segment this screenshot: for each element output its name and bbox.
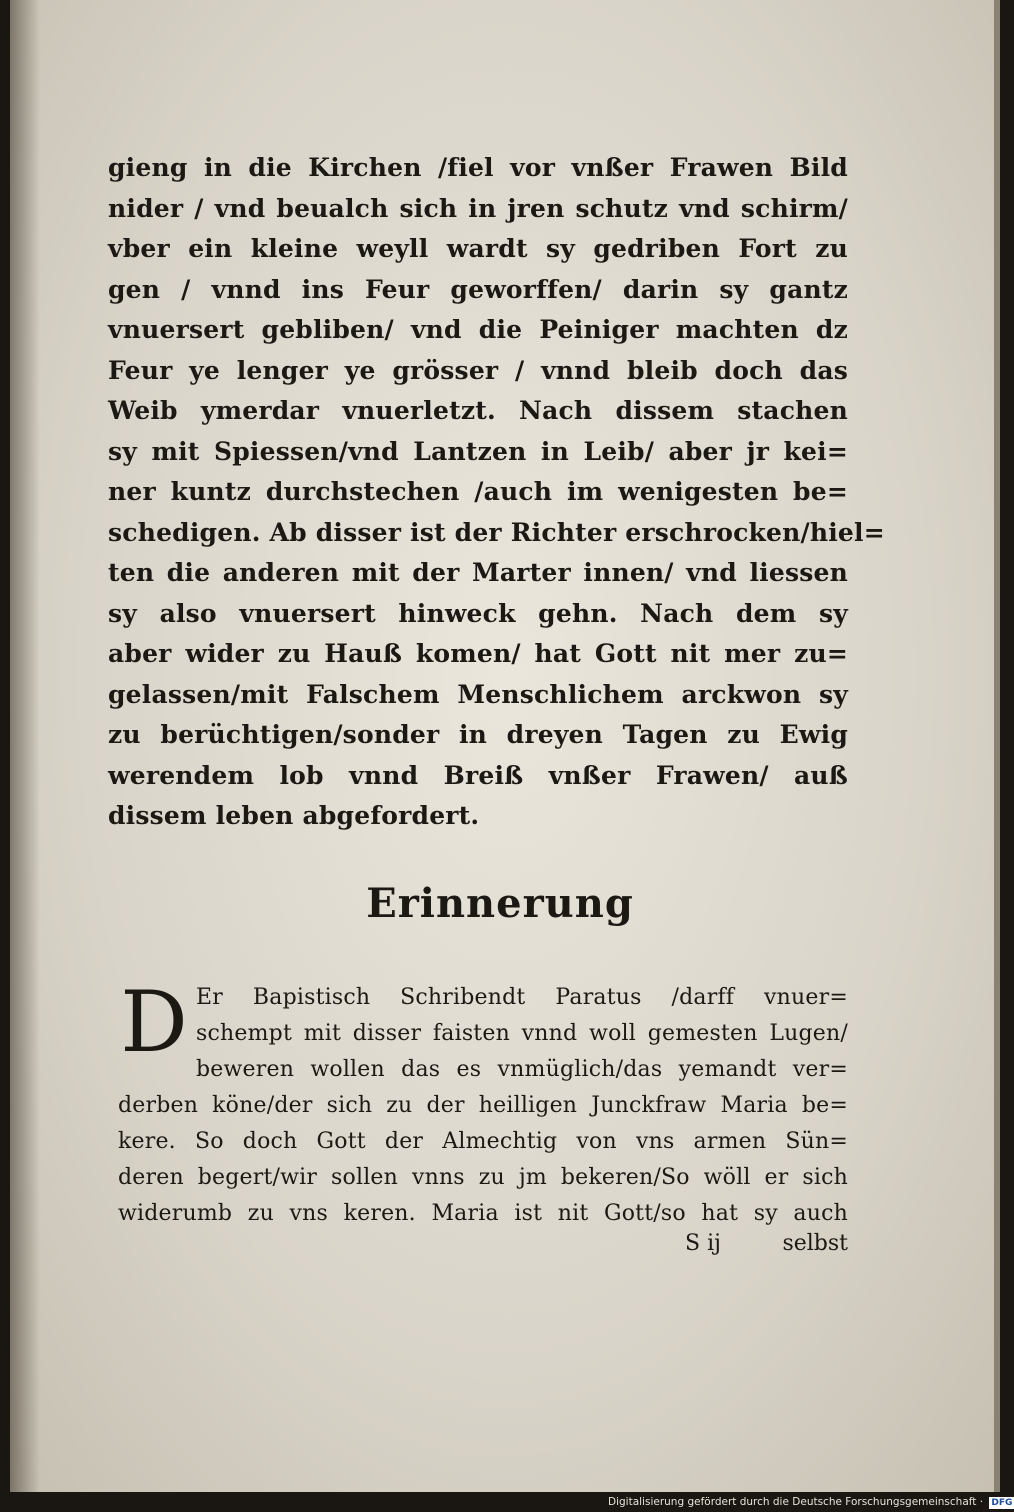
text-line: nider / vnd beualch sich in jren schutz vnd schirm/: [108, 193, 848, 223]
text-line: zu berüchtigen/sonder in dreyen Tagen zu Ewig: [108, 720, 848, 749]
text-line: beweren wollen das es vnmüglich/das yemandt ver=: [196, 1057, 848, 1082]
text-line: schempt mit disser faisten vnnd woll gemesten Lugen/: [196, 1021, 848, 1046]
credit-text: Digitalisierung gefördert durch die Deutsche Forschungsgemeinschaft ·: [608, 1496, 984, 1508]
catchword: selbst: [782, 1231, 848, 1256]
text-line: Feur ye lenger ye grösser / vnnd bleib doch das: [108, 355, 848, 385]
text-line: derben köne/der sich zu der heilligen Junckfraw Maria be=: [118, 1093, 848, 1118]
text-line: sy also vnuersert hinweck gehn. Nach dem sy: [108, 598, 848, 628]
text-line: aber wider zu Hauß komen/ hat Gott nit mer zu=: [108, 639, 848, 668]
text-line: kere. So doch Gott der Almechtig von vns armen Sün=: [118, 1129, 848, 1154]
page-footer-line: [118, 1226, 848, 1262]
binding-shadow: [10, 0, 40, 1492]
text-line: Weib ymerdar vnuerletzt. Nach dissem stachen: [108, 396, 848, 425]
text-line: widerumb zu vns keren. Maria ist nit Gott/so hat sy auch: [118, 1201, 848, 1226]
text-line: vnuersert gebliben/ vnd die Peiniger machten dz: [108, 315, 848, 344]
dfg-logo: DFG: [991, 1498, 1013, 1508]
digitization-credit: [608, 1494, 1013, 1510]
text-line: deren begert/wir sollen vnns zu jm bekeren/So wöll er sich: [118, 1165, 848, 1190]
text-line-last: dissem leben abgefordert.: [108, 801, 480, 830]
second-text-block: [118, 973, 848, 1232]
text-line: sy mit Spiessen/vnd Lantzen in Leib/ aber jr kei=: [108, 436, 848, 466]
page-edge: [994, 0, 1000, 1492]
text-line: ner kuntz durchstechen /auch im wenigesten be=: [108, 477, 848, 506]
text-line: Er Bapistisch Schribendt Paratus /darff vnuer=: [196, 985, 848, 1010]
text-line: ten die anderen mit der Marter innen/ vnd liessen: [108, 558, 848, 587]
drop-cap-initial: D: [120, 973, 188, 1071]
text-line: schedigen. Ab disser ist der Richter erschrocken/hiel=: [108, 517, 885, 547]
signature-mark: S ij: [685, 1231, 721, 1256]
section-heading: Erinnerung: [366, 880, 634, 927]
text-line: gieng in die Kirchen /fiel vor vnßer Frawen Bild: [108, 153, 848, 182]
main-text-block: [108, 148, 885, 837]
text-line: vber ein kleine weyll wardt sy gedriben Fort zu: [108, 234, 848, 263]
text-line: gen / vnnd ins Feur geworffen/ darin sy gantz: [108, 274, 848, 304]
text-line: werendem lob vnnd Breiß vnßer Frawen/ auß: [108, 760, 848, 790]
text-line: gelassen/mit Falschem Menschlichem arckwon sy: [108, 679, 848, 709]
